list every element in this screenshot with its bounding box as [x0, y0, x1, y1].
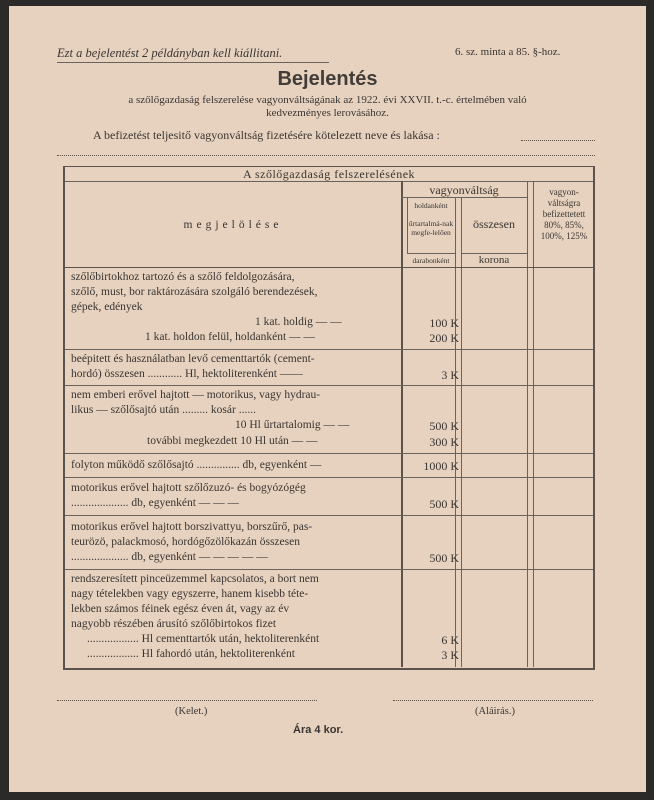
row3-amount2: 300 K — [429, 435, 459, 449]
row2-line1: beépitett és használatban levő cementtartók (cement- — [71, 353, 315, 365]
row5-amount: 500 K — [429, 497, 459, 511]
row6-amount: 500 K — [429, 551, 459, 565]
row7-line1: rendszeresített pinceüzemmel kapcsolatos, a bort nem — [71, 573, 319, 585]
row1-amount2: 200 K — [429, 331, 459, 345]
table-header-main: A szőlőgazdaság felszerelésének — [242, 167, 416, 181]
col-osszesen: összesen — [473, 217, 515, 231]
form-subtitle-2: kedvezményes lerovásához. — [266, 107, 389, 119]
row3-line1: nem emberi erővel hajtott — motorikus, vagy hydrau- — [71, 389, 321, 401]
col-urtartalom: űrtartalmá-nak megfe-lelően — [408, 219, 454, 237]
col-korona: korona — [478, 254, 510, 266]
note-underline — [57, 62, 329, 63]
row1-line3: gépek, edények — [71, 301, 143, 313]
row7-line5: .................. Hl cementtartók után, hektoliterenként — [87, 633, 320, 645]
row1-line1: szőlőbirtokhoz tartozó és a szőlő feldolgozására, — [71, 271, 295, 283]
row1-line4: 1 kat. holdig — — — [255, 316, 342, 328]
row6-line3: .................... db, egyenként — — — — — — [71, 551, 268, 563]
row4-amount: 1000 K — [423, 459, 459, 473]
row5-line2: .................... db, egyenként — — — — [71, 497, 240, 509]
col-holdankent: holdanként — [414, 201, 448, 210]
row7-line6: .................. Hl fahordó után, hektoliterenként — [87, 648, 295, 660]
price-label: Ára 4 kor. — [293, 724, 344, 736]
row1-line5: 1 kat. holdon felül, holdanként — — — [145, 331, 315, 343]
row3-line4: további megkezdett 10 Hl után — — — [147, 435, 318, 447]
form-title: Bejelentés — [277, 68, 378, 90]
row1-line2: szőlő, must, bor raktározására szolgáló berendezések, — [71, 286, 318, 298]
payer-address-field[interactable] — [57, 155, 595, 156]
row7-amount1: 6 K — [441, 633, 459, 647]
row3-line2: likus — szőlősajtó után ......... kosár ...... — [71, 404, 256, 416]
row2-amount: 3 K — [441, 368, 459, 382]
levy-table — [63, 166, 595, 670]
row6-line1: motorikus erővel hajtott borszivattyu, borszűrő, pas- — [71, 521, 313, 533]
row5-line1: motorikus erővel hajtott szőlőzuzó- és bogyózógég — [71, 482, 306, 494]
row7-line2: nagy tételekben vagy egyszerre, hanem kisebb téte- — [71, 588, 309, 600]
date-label: (Kelet.) — [175, 706, 208, 717]
row4-line1: folyton működő szőlősajtó ............... db, egyenként — — [71, 459, 322, 471]
signature-field[interactable] — [393, 700, 593, 701]
signature-label: (Aláirás.) — [475, 706, 515, 717]
copies-note: Ezt a bejelentést 2 példányban kell kiállitani. — [57, 46, 283, 60]
col-vagyonvaltsag: vagyonváltság — [429, 183, 499, 197]
payer-label: A befizetést teljesitő vagyonváltság fizetésére kötelezett neve és lakása : — [93, 128, 440, 142]
row3-line3: 10 Hl űrtartalomig — — — [235, 419, 350, 431]
form-subtitle-1: a szőlőgazdaság felszerelése vagyonváltságának az 1922. évi XXVII. t.-c. értelmében való — [128, 94, 527, 106]
row3-amount1: 500 K — [429, 419, 459, 433]
col-designation: megjelölése — [183, 219, 283, 231]
form-sheet — [9, 6, 646, 792]
row7-line4: nagyobb részében árusító szőlőbirtokos fizet — [71, 618, 277, 630]
form-number: 6. sz. minta a 85. §-hoz. — [455, 46, 561, 58]
row7-line3: lekben számos féinek egész éven át, vagy az év — [71, 603, 290, 615]
payer-name-field[interactable] — [521, 140, 595, 141]
row6-line2: teurözö, palackmosó, hordógőzölőkazán összesen — [71, 536, 300, 548]
row2-line2: hordó) összesen ............ Hl, hektoliterenként —— — [71, 368, 303, 380]
row7-amount2: 3 K — [441, 648, 459, 662]
col-darabonkent: darabonként — [412, 256, 450, 265]
date-field[interactable] — [57, 700, 317, 701]
col-befizetett: vagyon-váltságra befizettetett 80%, 85%, 100%, 125% — [540, 187, 588, 241]
row1-amount1: 100 K — [429, 316, 459, 330]
